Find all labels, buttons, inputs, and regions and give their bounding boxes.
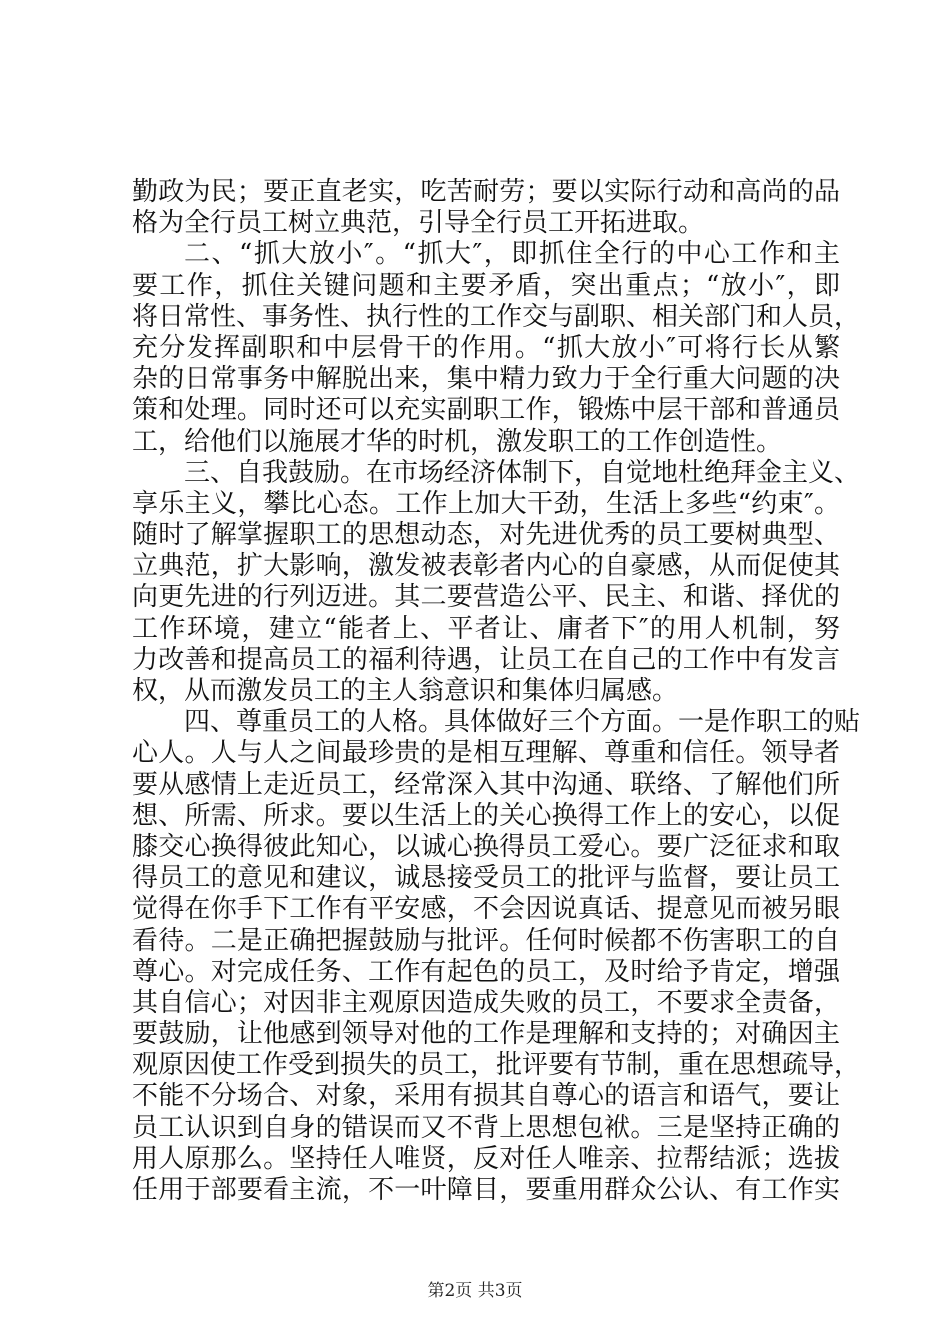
text-line: 用人原那么。坚持任人唯贤，反对任人唯亲、拉帮结派；选拔 (132, 1144, 840, 1174)
text-line: 工，给他们以施展才华的时机，激发职工的工作创造性。 (132, 427, 783, 457)
text-line: 格为全行员工树立典范，引导全行员工开拓进取。 (132, 208, 705, 238)
page-number-footer: 第2页 共3页 (427, 1281, 523, 1301)
text-line: 策和处理。同时还可以充实副职工作，锻炼中层干部和普通员 (132, 395, 840, 425)
text-line: 力改善和提高员工的福利待遇，让员工在自己的工作中有发言 (132, 645, 840, 675)
text-line: 其自信心；对因非主观原因造成失败的员工，不要求全责备， (132, 988, 840, 1018)
text-line: 将日常性、事务性、执行性的工作交与副职、相关部门和人员， (132, 302, 861, 332)
text-line: 向更先进的行列迈进。其二要营造公平、民主、和谐、择优的 (132, 582, 840, 612)
text-line: 看待。二是正确把握鼓励与批评。任何时候都不伤害职工的自 (132, 926, 840, 956)
text-line: 要工作，抓住关键问题和主要矛盾，突出重点；“放小″，即 (132, 271, 840, 301)
text-line: 立典范，扩大影响，激发被表彰者内心的自豪感，从而促使其 (132, 551, 840, 581)
text-line: 不能不分场合、对象，采用有损其自尊心的语言和语气，要让 (132, 1081, 840, 1111)
text-line: 随时了解掌握职工的思想动态，对先进优秀的员工要树典型、 (132, 520, 840, 550)
text-line: 充分发挥副职和中层骨干的作用。“抓大放小″可将行长从繁 (132, 333, 840, 363)
text-line: 觉得在你手下工作有平安感，不会因说真话、提意见而被另眼 (132, 894, 840, 924)
text-line: 要鼓励，让他感到领导对他的工作是理解和支持的；对确因主 (132, 1019, 840, 1049)
text-line: 得员工的意见和建议，诚恳接受员工的批评与监督，要让员工 (132, 863, 840, 893)
text-line: 杂的日常事务中解脱出来，集中精力致力于全行重大问题的决 (132, 364, 840, 394)
text-line: 想、所需、所求。要以生活上的关心换得工作上的安心，以促 (132, 801, 840, 831)
text-line: 任用于部要看主流，不一叶障目，要重用群众公认、有工作实 (132, 1175, 840, 1205)
text-line: 要从感情上走近员工，经常深入其中沟通、联络、了解他们所 (132, 770, 840, 800)
text-line: 工作环境，建立“能者上、平者让、庸者下″的用人机制，努 (132, 614, 840, 644)
paragraph-start-line: 二、“抓大放小″。“抓大″，即抓住全行的中心工作和主 (184, 239, 840, 269)
text-line: 享乐主义，攀比心态。工作上加大干劲，生活上多些“约束″。 (132, 489, 840, 519)
paragraph-start-line: 三、自我鼓励。在市场经济体制下，自觉地杜绝拜金主义、 (184, 458, 861, 488)
text-line: 观原因使工作受到损失的员工，批评要有节制，重在思想疏导， (132, 1050, 861, 1080)
text-line: 权，从而激发员工的主人翁意识和集体归属感。 (132, 676, 679, 706)
text-line: 员工认识到自身的错误而又不背上思想包袱。三是坚持正确的 (132, 1113, 840, 1143)
text-line: 膝交心换得彼此知心，以诚心换得员工爱心。要广泛征求和取 (132, 832, 840, 862)
paragraph-start-line: 四、尊重员工的人格。具体做好三个方面。一是作职工的贴 (184, 707, 861, 737)
text-line: 尊心。对完成任务、工作有起色的员工，及时给予肯定，增强 (132, 957, 840, 987)
text-line: 心人。人与人之间最珍贵的是相互理解、尊重和信任。领导者 (132, 738, 840, 768)
text-line: 勤政为民；要正直老实，吃苦耐劳；要以实际行动和高尚的品 (132, 177, 840, 207)
